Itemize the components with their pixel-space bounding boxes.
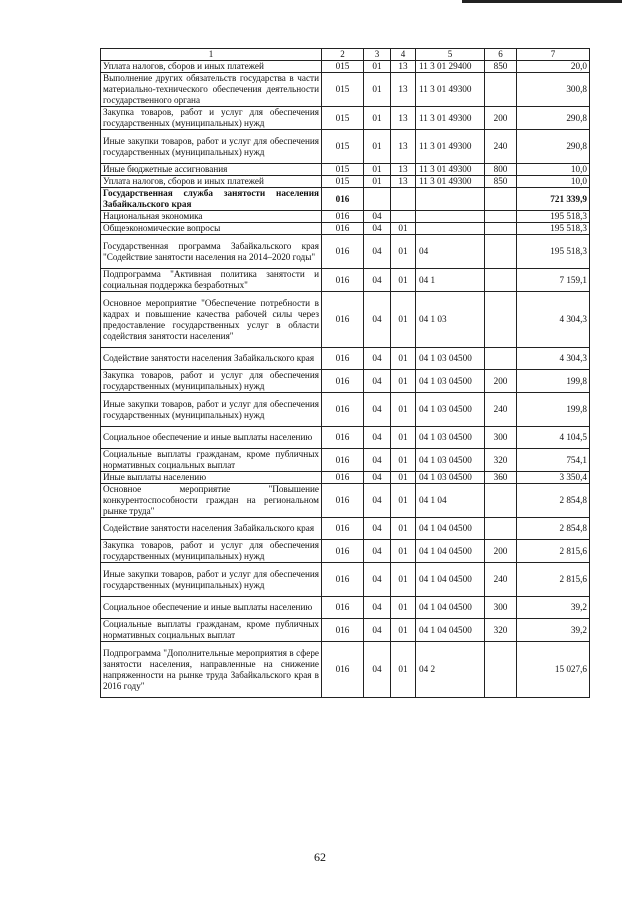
section-cell: 04 xyxy=(364,348,391,370)
admin-code-cell: 015 xyxy=(322,176,364,188)
target-article-cell: 11 3 01 49300 xyxy=(416,107,485,130)
amount-cell: 2 854,8 xyxy=(517,518,590,540)
row-name-cell: Закупка товаров, работ и услуг для обеспечения государственных (муниципальных) нужд xyxy=(101,370,322,393)
target-article-cell: 04 2 xyxy=(416,642,485,698)
row-name-cell: Основное мероприятие "Обеспечение потребности в кадрах и повышение качества рабочей силы через предоставление государственных услуг в области содействия занятости населения" xyxy=(101,292,322,348)
header-cell: 7 xyxy=(517,49,590,61)
table-row xyxy=(101,484,590,518)
section-cell: 04 xyxy=(364,292,391,348)
row-name-cell: Социальное обеспечение и иные выплаты населению xyxy=(101,597,322,619)
table-row xyxy=(101,642,590,698)
section-cell: 04 xyxy=(364,269,391,292)
table-header-row xyxy=(101,49,590,61)
subsection-cell: 13 xyxy=(391,176,416,188)
subsection-cell: 01 xyxy=(391,348,416,370)
target-article-cell: 04 1 03 04500 xyxy=(416,427,485,449)
expense-type-cell: 240 xyxy=(485,393,517,427)
target-article-cell: 04 1 04 04500 xyxy=(416,619,485,642)
table-row xyxy=(101,427,590,449)
table-row xyxy=(101,223,590,235)
expense-type-cell xyxy=(485,269,517,292)
expense-type-cell xyxy=(485,235,517,269)
section-cell: 04 xyxy=(364,211,391,223)
row-name-cell: Иные бюджетные ассигнования xyxy=(101,164,322,176)
section-cell: 04 xyxy=(364,393,391,427)
expense-type-cell xyxy=(485,518,517,540)
admin-code-cell: 016 xyxy=(322,427,364,449)
admin-code-cell: 016 xyxy=(322,223,364,235)
amount-cell: 10,0 xyxy=(517,176,590,188)
amount-cell: 754,1 xyxy=(517,449,590,472)
row-name-cell: Национальная экономика xyxy=(101,211,322,223)
amount-cell: 721 339,9 xyxy=(517,188,590,211)
amount-cell: 2 815,6 xyxy=(517,563,590,597)
expense-type-cell xyxy=(485,223,517,235)
amount-cell: 4 304,3 xyxy=(517,292,590,348)
row-name-cell: Закупка товаров, работ и услуг для обеспечения государственных (муниципальных) нужд xyxy=(101,107,322,130)
expense-type-cell: 800 xyxy=(485,164,517,176)
subsection-cell: 01 xyxy=(391,563,416,597)
section-cell: 04 xyxy=(364,472,391,484)
table-row xyxy=(101,176,590,188)
amount-cell: 195 518,3 xyxy=(517,211,590,223)
section-cell: 04 xyxy=(364,223,391,235)
row-name-cell: Иные закупки товаров, работ и услуг для обеспечения государственных (муниципальных) нужд xyxy=(101,393,322,427)
table-row xyxy=(101,370,590,393)
expense-type-cell: 240 xyxy=(485,563,517,597)
target-article-cell: 04 1 04 04500 xyxy=(416,540,485,563)
amount-cell: 20,0 xyxy=(517,61,590,73)
target-article-cell xyxy=(416,223,485,235)
admin-code-cell: 016 xyxy=(322,393,364,427)
admin-code-cell: 016 xyxy=(322,563,364,597)
header-cell: 5 xyxy=(416,49,485,61)
expense-type-cell: 850 xyxy=(485,176,517,188)
section-cell: 04 xyxy=(364,563,391,597)
table-row xyxy=(101,348,590,370)
row-name-cell: Уплата налогов, сборов и иных платежей xyxy=(101,176,322,188)
subsection-cell xyxy=(391,211,416,223)
target-article-cell: 11 3 01 49300 xyxy=(416,73,485,107)
table-row xyxy=(101,164,590,176)
amount-cell: 15 027,6 xyxy=(517,642,590,698)
subsection-cell: 01 xyxy=(391,472,416,484)
table-row xyxy=(101,619,590,642)
header-cell: 4 xyxy=(391,49,416,61)
target-article-cell: 04 1 03 04500 xyxy=(416,348,485,370)
expense-type-cell xyxy=(485,484,517,518)
expense-type-cell: 200 xyxy=(485,370,517,393)
section-cell: 04 xyxy=(364,597,391,619)
expense-type-cell: 200 xyxy=(485,107,517,130)
section-cell: 04 xyxy=(364,427,391,449)
row-name-cell: Содействие занятости населения Забайкальского края xyxy=(101,518,322,540)
target-article-cell: 04 1 03 04500 xyxy=(416,472,485,484)
header-cell: 6 xyxy=(485,49,517,61)
admin-code-cell: 016 xyxy=(322,348,364,370)
table-row xyxy=(101,188,590,211)
table-row xyxy=(101,61,590,73)
row-name-cell: Социальное обеспечение и иные выплаты населению xyxy=(101,427,322,449)
row-name-cell: Подпрограмма "Активная политика занятости и социальная поддержка безработных" xyxy=(101,269,322,292)
section-cell: 01 xyxy=(364,176,391,188)
expense-type-cell xyxy=(485,211,517,223)
expense-type-cell xyxy=(485,642,517,698)
row-name-cell: Иные выплаты населению xyxy=(101,472,322,484)
row-name-cell: Выполнение других обязательств государства в части материально-технического обеспечения деятельности государственного органа xyxy=(101,73,322,107)
expense-type-cell xyxy=(485,188,517,211)
admin-code-cell: 015 xyxy=(322,107,364,130)
section-cell: 01 xyxy=(364,130,391,164)
section-cell: 04 xyxy=(364,518,391,540)
admin-code-cell: 015 xyxy=(322,61,364,73)
target-article-cell: 04 xyxy=(416,235,485,269)
expense-type-cell xyxy=(485,292,517,348)
subsection-cell: 01 xyxy=(391,597,416,619)
expense-type-cell: 300 xyxy=(485,427,517,449)
admin-code-cell: 015 xyxy=(322,130,364,164)
amount-cell: 199,8 xyxy=(517,370,590,393)
table-row xyxy=(101,73,590,107)
subsection-cell: 01 xyxy=(391,223,416,235)
subsection-cell: 01 xyxy=(391,540,416,563)
amount-cell: 39,2 xyxy=(517,619,590,642)
row-name-cell: Общеэкономические вопросы xyxy=(101,223,322,235)
amount-cell: 4 304,3 xyxy=(517,348,590,370)
subsection-cell: 13 xyxy=(391,164,416,176)
subsection-cell: 13 xyxy=(391,107,416,130)
subsection-cell xyxy=(391,188,416,211)
admin-code-cell: 016 xyxy=(322,472,364,484)
section-cell: 01 xyxy=(364,107,391,130)
admin-code-cell: 016 xyxy=(322,269,364,292)
target-article-cell: 04 1 04 04500 xyxy=(416,518,485,540)
amount-cell: 3 350,4 xyxy=(517,472,590,484)
target-article-cell: 04 1 03 xyxy=(416,292,485,348)
expense-type-cell: 320 xyxy=(485,449,517,472)
admin-code-cell: 016 xyxy=(322,370,364,393)
table-row xyxy=(101,292,590,348)
budget-table xyxy=(100,48,590,698)
target-article-cell xyxy=(416,211,485,223)
amount-cell: 199,8 xyxy=(517,393,590,427)
row-name-cell: Закупка товаров, работ и услуг для обеспечения государственных (муниципальных) нужд xyxy=(101,540,322,563)
admin-code-cell: 015 xyxy=(322,73,364,107)
amount-cell: 290,8 xyxy=(517,107,590,130)
admin-code-cell: 016 xyxy=(322,484,364,518)
row-name-cell: Уплата налогов, сборов и иных платежей xyxy=(101,61,322,73)
page-number: 62 xyxy=(314,850,326,864)
row-name-cell: Государственная программа Забайкальского края "Содействие занятости населения на 2014–2020 годы" xyxy=(101,235,322,269)
target-article-cell: 04 1 04 xyxy=(416,484,485,518)
subsection-cell: 01 xyxy=(391,518,416,540)
target-article-cell: 04 1 03 04500 xyxy=(416,370,485,393)
table-row xyxy=(101,563,590,597)
section-cell: 01 xyxy=(364,73,391,107)
amount-cell: 4 104,5 xyxy=(517,427,590,449)
table-row xyxy=(101,211,590,223)
table-row xyxy=(101,518,590,540)
target-article-cell: 04 1 04 04500 xyxy=(416,597,485,619)
subsection-cell: 13 xyxy=(391,130,416,164)
expense-type-cell xyxy=(485,348,517,370)
amount-cell: 10,0 xyxy=(517,164,590,176)
table-row xyxy=(101,269,590,292)
subsection-cell: 01 xyxy=(391,269,416,292)
subsection-cell: 01 xyxy=(391,619,416,642)
section-cell: 01 xyxy=(364,61,391,73)
amount-cell: 195 518,3 xyxy=(517,223,590,235)
row-name-cell: Подпрограмма "Дополнительные мероприятия в сфере занятости населения, направленные на снижение напряженности на рынке труда Забайкальского края в 2016 году" xyxy=(101,642,322,698)
expense-type-cell: 320 xyxy=(485,619,517,642)
section-cell: 04 xyxy=(364,619,391,642)
row-name-cell: Иные закупки товаров, работ и услуг для обеспечения государственных (муниципальных) нужд xyxy=(101,563,322,597)
section-cell: 04 xyxy=(364,370,391,393)
header-cell: 2 xyxy=(322,49,364,61)
section-cell: 04 xyxy=(364,540,391,563)
expense-type-cell: 300 xyxy=(485,597,517,619)
top-rule xyxy=(462,0,622,3)
admin-code-cell: 016 xyxy=(322,211,364,223)
section-cell: 01 xyxy=(364,164,391,176)
target-article-cell: 04 1 03 04500 xyxy=(416,393,485,427)
subsection-cell: 01 xyxy=(391,235,416,269)
amount-cell: 2 854,8 xyxy=(517,484,590,518)
amount-cell: 300,8 xyxy=(517,73,590,107)
row-name-cell: Государственная служба занятости населения Забайкальского края xyxy=(101,188,322,211)
row-name-cell: Содействие занятости населения Забайкальского края xyxy=(101,348,322,370)
admin-code-cell: 016 xyxy=(322,619,364,642)
expense-type-cell: 850 xyxy=(485,61,517,73)
table-row xyxy=(101,449,590,472)
section-cell: 04 xyxy=(364,484,391,518)
subsection-cell: 13 xyxy=(391,73,416,107)
section-cell: 04 xyxy=(364,449,391,472)
admin-code-cell: 016 xyxy=(322,518,364,540)
subsection-cell: 01 xyxy=(391,484,416,518)
table-row xyxy=(101,597,590,619)
target-article-cell: 11 3 01 49300 xyxy=(416,164,485,176)
amount-cell: 2 815,6 xyxy=(517,540,590,563)
target-article-cell xyxy=(416,188,485,211)
table-row xyxy=(101,472,590,484)
row-name-cell: Социальные выплаты гражданам, кроме публичных нормативных социальных выплат xyxy=(101,449,322,472)
table-row xyxy=(101,235,590,269)
admin-code-cell: 016 xyxy=(322,188,364,211)
subsection-cell: 01 xyxy=(391,449,416,472)
header-cell: 3 xyxy=(364,49,391,61)
table-row xyxy=(101,107,590,130)
table-row xyxy=(101,393,590,427)
target-article-cell: 11 3 01 49300 xyxy=(416,130,485,164)
expense-type-cell: 200 xyxy=(485,540,517,563)
admin-code-cell: 016 xyxy=(322,235,364,269)
subsection-cell: 01 xyxy=(391,642,416,698)
amount-cell: 195 518,3 xyxy=(517,235,590,269)
table-row xyxy=(101,130,590,164)
subsection-cell: 01 xyxy=(391,427,416,449)
target-article-cell: 04 1 04 04500 xyxy=(416,563,485,597)
header-cell: 1 xyxy=(101,49,322,61)
subsection-cell: 01 xyxy=(391,292,416,348)
row-name-cell: Социальные выплаты гражданам, кроме публичных нормативных социальных выплат xyxy=(101,619,322,642)
amount-cell: 290,8 xyxy=(517,130,590,164)
admin-code-cell: 016 xyxy=(322,292,364,348)
row-name-cell: Основное мероприятие "Повышение конкурентоспособности граждан на региональном рынке труда" xyxy=(101,484,322,518)
section-cell xyxy=(364,188,391,211)
subsection-cell: 13 xyxy=(391,61,416,73)
expense-type-cell: 240 xyxy=(485,130,517,164)
target-article-cell: 11 3 01 49300 xyxy=(416,176,485,188)
expense-type-cell: 360 xyxy=(485,472,517,484)
admin-code-cell: 016 xyxy=(322,597,364,619)
admin-code-cell: 016 xyxy=(322,449,364,472)
admin-code-cell: 016 xyxy=(322,540,364,563)
admin-code-cell: 016 xyxy=(322,642,364,698)
amount-cell: 39,2 xyxy=(517,597,590,619)
table-row xyxy=(101,540,590,563)
admin-code-cell: 015 xyxy=(322,164,364,176)
amount-cell: 7 159,1 xyxy=(517,269,590,292)
section-cell: 04 xyxy=(364,235,391,269)
target-article-cell: 04 1 03 04500 xyxy=(416,449,485,472)
target-article-cell: 11 3 01 29400 xyxy=(416,61,485,73)
target-article-cell: 04 1 xyxy=(416,269,485,292)
subsection-cell: 01 xyxy=(391,370,416,393)
expense-type-cell xyxy=(485,73,517,107)
subsection-cell: 01 xyxy=(391,393,416,427)
row-name-cell: Иные закупки товаров, работ и услуг для обеспечения государственных (муниципальных) нужд xyxy=(101,130,322,164)
section-cell: 04 xyxy=(364,642,391,698)
